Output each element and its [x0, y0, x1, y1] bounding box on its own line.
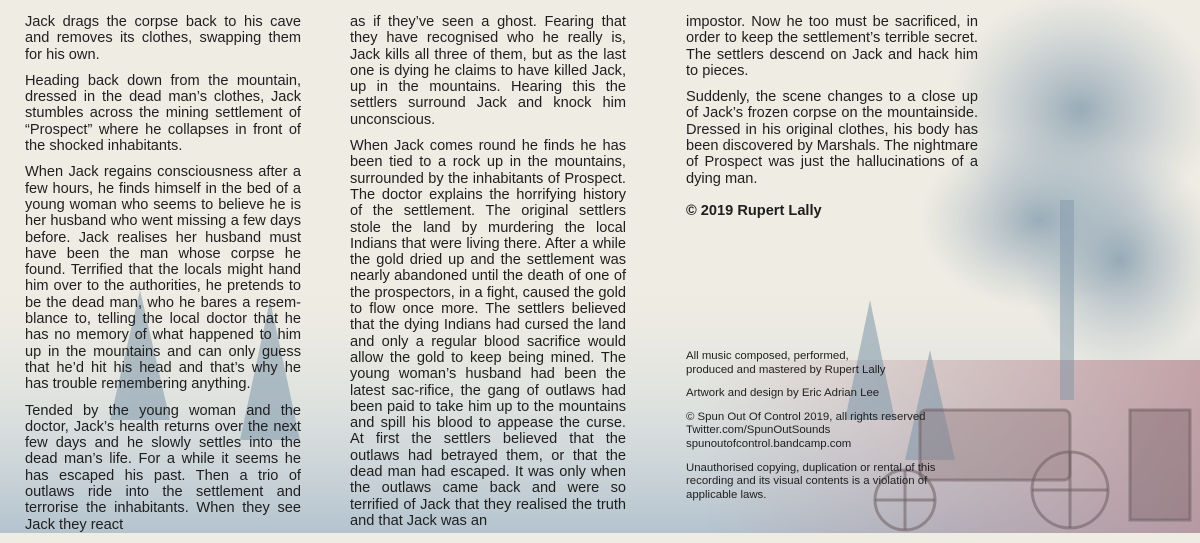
story-paragraph: impostor. Now he too must be sacrificed, in order to keep the settlement’s terrible secret. The settlers descend on Jack and hack him to pieces. — [686, 14, 978, 79]
story-paragraph: as if they’ve seen a ghost. Fearing that they have recognised who he really is, Jack kills all three of them, but as the last one is dying he claims to have killed Jack, up in the mountains. Hearing this the settlers surround Jack and knock him unconscious. — [350, 14, 626, 128]
twitter-link: Twitter.com/SpunOutSounds — [686, 424, 831, 437]
label-info: © Spun Out Of Control 2019, all rights reserved Twitter.com/SpunOutSounds spunoutofcontrol.bandcamp.com — [686, 411, 986, 452]
story-column-3 — [686, 14, 978, 229]
story-paragraph: When Jack comes round he finds he has been tied to a rock up in the mountains, surrounded by the inhabitants of Prospect. The doctor explains the horrifying history of the settlement. The original settlers stole the land by murdering the local Indians that were living there. After a while the gold dried up and the settlement was nearly abandoned until the death of one of the prospectors, in a fight, caused the gold to flow once more. The settlers believed that the dying Indians had cursed the land and only a regular blood sacrifice would allow the gold to keep being mined. The young woman’s husband had been the latest sac-rifice, the gang of outlaws had been paid to take him up to the mountains and spill his blood to appease the curse. At first the settlers believed that the outlaws had betrayed them, or that the dead man had escaped. It was only when the outlaws came back and were so terrified of Jack that they realised the truth and that Jack was an — [350, 138, 626, 529]
story-paragraph: Heading back down from the mountain, dressed in the dead man’s clothes, Jack stumbles across the mining settlement of “Prospect” where he collapses in front of the shocked inhabitants. — [25, 72, 301, 155]
legal-notice: Unauthorised copying, duplication or rental of this recording and its visual contents is a violation of applicable laws. — [686, 461, 936, 501]
artwork-credit: Artwork and design by Eric Adrian Lee — [686, 387, 880, 400]
story-paragraph: When Jack regains consciousness after a few hours, he finds himself in the bed of a young woman who seems to believe he is her husband who went missing a few days before. Jack realises her husband must have been the man whose corpse he found. Terrified that the locals might hand him over to the authorities, he pretends to be the dead man, who he bares a resem-blance to, telling the local doctor that he has no memory of what happened to him up in the mountains and can only guess that he’d hit his head and that’s why he has trouble remembering anything. — [25, 164, 301, 393]
story-column-2 — [350, 14, 626, 539]
bandcamp-link: spunoutofcontrol.bandcamp.com — [686, 437, 852, 450]
music-credit: All music composed, performed, produced and mastered by Rupert Lally — [686, 350, 886, 376]
story-paragraph: Tended by the young woman and the doctor, Jack’s health returns over the next few days and he slowly settles into the dead man’s life. For a while it seems he has escaped his past. Then a trio of outlaws ride into the settlement and terrorise the inhabitants. When they see Jack they react — [25, 402, 301, 533]
copyright-notice: © 2019 Rupert Lally — [686, 202, 822, 219]
story-column-1 — [25, 14, 301, 543]
credits-block — [686, 350, 986, 512]
story-paragraph: Jack drags the corpse back to his cave and removes its clothes, swapping them for his own. — [25, 14, 301, 63]
story-paragraph: Suddenly, the scene changes to a close up of Jack’s frozen corpse on the mountainside. Dressed in his original clothes, his body has been discovered by Marshals. The nightmare of Prospect was just the hallucinations of a dying man. — [686, 89, 978, 187]
